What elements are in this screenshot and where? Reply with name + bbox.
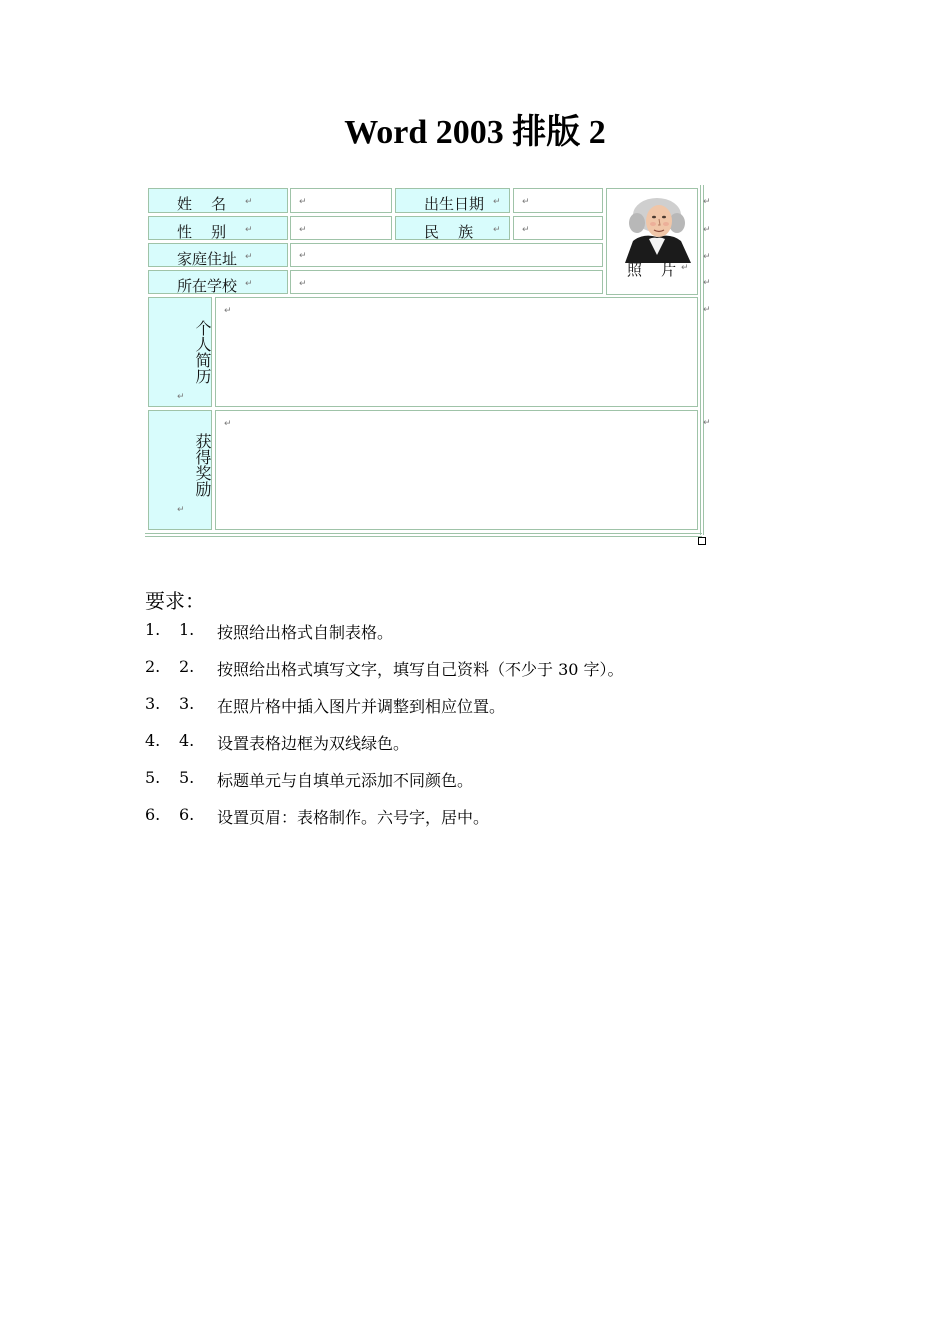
row-end-mark: ↵ bbox=[703, 225, 711, 235]
table-outer-border-bottom bbox=[145, 533, 702, 537]
address-label-cell bbox=[148, 243, 288, 267]
resume-label-cell bbox=[148, 297, 212, 407]
resume-form-table bbox=[145, 185, 711, 545]
list-number: 4. bbox=[145, 731, 161, 750]
school-label-cell bbox=[148, 270, 288, 294]
school-label: 所在学校 bbox=[177, 277, 238, 295]
list-item bbox=[145, 805, 845, 842]
list-subnumber: 3. bbox=[179, 694, 195, 713]
list-item bbox=[145, 620, 845, 657]
portrait-image bbox=[619, 193, 695, 263]
gender-input-cell[interactable] bbox=[290, 216, 392, 240]
row-end-mark: ↵ bbox=[703, 278, 711, 288]
list-subnumber: 4. bbox=[179, 731, 195, 750]
list-number: 6. bbox=[145, 805, 161, 824]
para-mark: ↵ bbox=[299, 197, 307, 207]
list-text: 按照给出格式填写文字，填写自己资料（不少于 30 字）。 bbox=[217, 660, 624, 679]
requirements-heading: 要求： bbox=[145, 589, 205, 613]
para-mark: ↵ bbox=[493, 197, 501, 207]
list-item bbox=[145, 731, 845, 768]
list-number: 5. bbox=[145, 768, 161, 787]
list-item bbox=[145, 657, 845, 694]
row-end-mark: ↵ bbox=[703, 252, 711, 262]
para-mark: ↵ bbox=[299, 225, 307, 235]
address-label: 家庭住址 bbox=[177, 250, 238, 268]
para-mark: ↵ bbox=[245, 225, 253, 235]
row-end-mark: ↵ bbox=[703, 418, 711, 428]
para-mark: ↵ bbox=[177, 505, 185, 515]
list-text: 设置表格边框为双线绿色。 bbox=[217, 734, 410, 753]
row-end-mark: ↵ bbox=[703, 305, 711, 315]
list-text: 按照给出格式自制表格。 bbox=[217, 623, 394, 642]
para-mark: ↵ bbox=[299, 279, 307, 289]
ethnicity-label: 民 族 bbox=[424, 223, 474, 241]
resume-input-cell[interactable] bbox=[215, 297, 698, 407]
birth-label: 出生日期 bbox=[424, 195, 485, 213]
para-mark: ↵ bbox=[224, 419, 232, 429]
list-text: 在照片格中插入图片并调整到相应位置。 bbox=[217, 697, 506, 716]
row-end-mark: ↵ bbox=[703, 197, 711, 207]
document-title: Word 2003 排版 2 bbox=[344, 114, 606, 151]
table-outer-border-right bbox=[700, 185, 704, 535]
resume-label: 个人简历 bbox=[193, 320, 212, 384]
name-input-cell[interactable] bbox=[290, 188, 392, 213]
para-mark: ↵ bbox=[522, 225, 530, 235]
gender-label-cell bbox=[148, 216, 288, 240]
list-number: 2. bbox=[145, 657, 161, 676]
list-subnumber: 5. bbox=[179, 768, 195, 787]
list-text: 标题单元与自填单元添加不同颜色。 bbox=[217, 771, 474, 790]
para-mark: ↵ bbox=[177, 392, 185, 402]
para-mark: ↵ bbox=[245, 252, 253, 262]
list-number: 1. bbox=[145, 620, 161, 639]
birth-label-cell bbox=[395, 188, 510, 213]
ethnicity-input-cell[interactable] bbox=[513, 216, 603, 240]
para-mark: ↵ bbox=[299, 251, 307, 261]
table-resize-handle[interactable] bbox=[698, 537, 706, 545]
photo-label: 照 片 bbox=[627, 261, 677, 279]
requirements-list bbox=[145, 620, 845, 842]
para-mark: ↵ bbox=[522, 197, 530, 207]
list-subnumber: 1. bbox=[179, 620, 195, 639]
gender-label: 性 别 bbox=[177, 223, 227, 241]
awards-input-cell[interactable] bbox=[215, 410, 698, 530]
birth-input-cell[interactable] bbox=[513, 188, 603, 213]
para-mark: ↵ bbox=[493, 225, 501, 235]
photo-cell[interactable] bbox=[606, 188, 698, 295]
list-number: 3. bbox=[145, 694, 161, 713]
list-subnumber: 6. bbox=[179, 805, 195, 824]
list-subnumber: 2. bbox=[179, 657, 195, 676]
awards-label: 获得奖励 bbox=[193, 433, 212, 497]
list-text: 设置页眉：表格制作。六号字，居中。 bbox=[217, 808, 490, 827]
name-label: 姓 名 bbox=[177, 195, 227, 213]
para-mark: ↵ bbox=[681, 263, 689, 273]
school-input-cell[interactable] bbox=[290, 270, 603, 294]
list-item bbox=[145, 694, 845, 731]
ethnicity-label-cell bbox=[395, 216, 510, 240]
awards-label-cell bbox=[148, 410, 212, 530]
para-mark: ↵ bbox=[245, 279, 253, 289]
para-mark: ↵ bbox=[245, 197, 253, 207]
list-item bbox=[145, 768, 845, 805]
name-label-cell bbox=[148, 188, 288, 213]
para-mark: ↵ bbox=[224, 306, 232, 316]
address-input-cell[interactable] bbox=[290, 243, 603, 267]
